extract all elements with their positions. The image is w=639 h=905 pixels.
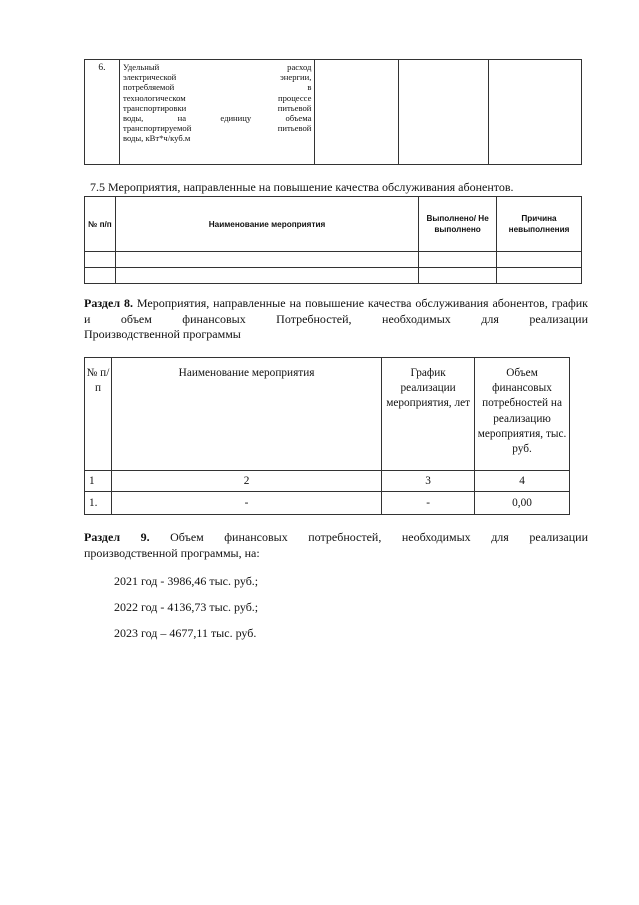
measures-status-table xyxy=(84,196,582,284)
section-8-paragraph xyxy=(84,296,588,343)
table-row xyxy=(85,492,570,515)
year-amount: 2023 год – 4677,11 тыс. руб. xyxy=(114,626,257,640)
header-num: № п/п xyxy=(85,358,112,471)
section-9-text: Объем финансовых потребностей, необходимых для реализации xyxy=(149,530,588,544)
section-8-text: график и объем финансовых Потребностей, необходимых для реализации xyxy=(84,296,589,326)
empty-cell xyxy=(115,252,418,268)
header-num: № п/п xyxy=(85,197,116,252)
description-line: воды, кВт*ч/куб.м xyxy=(122,133,191,144)
header-volume: Объем финансовых потребностей на реализацию мероприятия, тыс. руб. xyxy=(475,358,570,471)
index-cell: 3 xyxy=(382,471,475,492)
table-header-row xyxy=(85,358,570,471)
table-row xyxy=(85,268,582,284)
data-cell: - xyxy=(382,492,475,515)
empty-cell xyxy=(398,60,488,165)
empty-cell xyxy=(85,268,116,284)
row-number: 6. xyxy=(85,60,120,165)
description-line: транспортируемой питьевой xyxy=(122,123,312,134)
empty-cell xyxy=(115,268,418,284)
header-done: Выполнено/ Не выполнено xyxy=(419,197,497,252)
section-9-label: Раздел 9. xyxy=(84,530,150,544)
header-schedule: График реализации мероприятия, лет xyxy=(382,358,475,471)
description-line: потребляемой в xyxy=(122,82,312,93)
empty-cell xyxy=(497,252,582,268)
table-row xyxy=(85,252,582,268)
header-name: Наименование мероприятия xyxy=(111,358,381,471)
financing-table xyxy=(84,357,570,515)
description-line: Удельный расход xyxy=(122,62,312,72)
empty-cell xyxy=(315,60,398,165)
table-row xyxy=(85,60,582,165)
index-cell: 4 xyxy=(475,471,570,492)
section-8-text: Мероприятия, направленные на повышение качества обслуживания абонентов, xyxy=(132,296,548,310)
section-8-text: Производственной программы xyxy=(84,327,241,341)
data-cell: 1. xyxy=(85,492,112,515)
description-line: транспортировки питьевой xyxy=(122,102,312,113)
empty-cell xyxy=(419,252,497,268)
empty-cell xyxy=(85,252,116,268)
indicator-table xyxy=(84,59,582,165)
section-7-5-title: 7.5 Мероприятия, направленные на повышение качества обслуживания абонентов. xyxy=(90,180,514,194)
table-header-row xyxy=(85,197,582,252)
indicator-description xyxy=(119,60,314,165)
year-amount: 2022 год - 4136,73 тыс. руб.; xyxy=(114,600,259,614)
section-8-label: Раздел 8. xyxy=(84,296,133,310)
description-line: технологическом процессе xyxy=(122,92,312,103)
index-cell: 1 xyxy=(85,471,112,492)
section-9-text: производственной программы, на: xyxy=(84,545,260,560)
index-cell: 2 xyxy=(111,471,381,492)
empty-cell xyxy=(419,268,497,284)
header-name: Наименование мероприятия xyxy=(115,197,418,252)
description-line: воды, на единицу объема xyxy=(122,113,312,124)
data-cell: 0,00 xyxy=(475,492,570,515)
description-line: электрической энергии, xyxy=(122,72,312,83)
table-row xyxy=(85,471,570,492)
header-reason: Причина невыполнения xyxy=(497,197,582,252)
empty-cell xyxy=(497,268,582,284)
year-amount: 2021 год - 3986,46 тыс. руб.; xyxy=(114,574,259,588)
section-9-paragraph xyxy=(84,530,588,561)
data-cell: - xyxy=(111,492,381,515)
empty-cell xyxy=(489,60,582,165)
